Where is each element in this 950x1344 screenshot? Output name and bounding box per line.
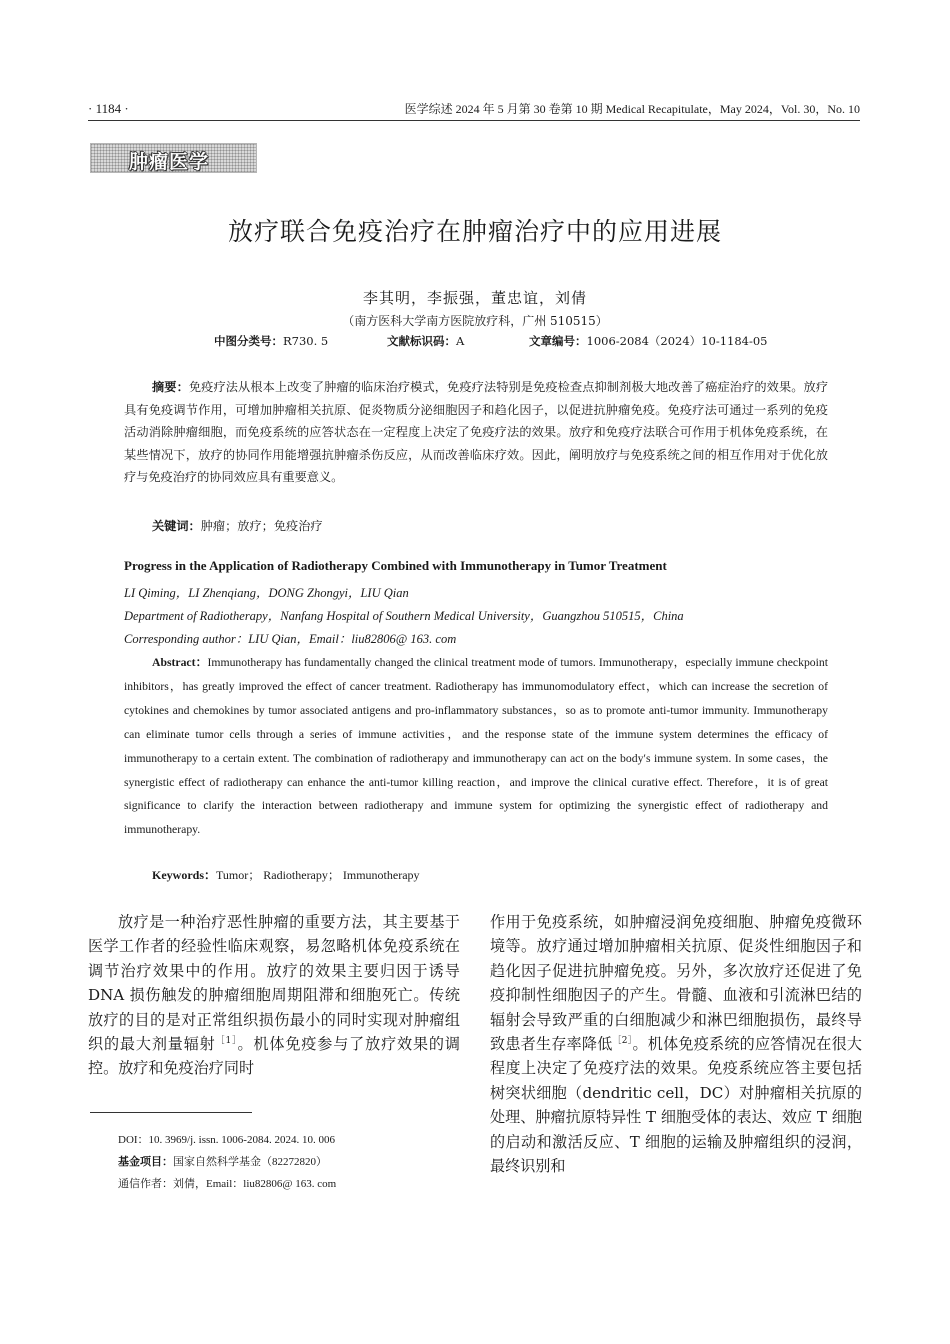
abstract-en-text: Immunotherapy has fundamentally changed the clinical treatment mode of tumors. Immunotherapy，especially immune checkpoint inhibitors，has greatly improved the effect of cancer treatment. Radiotherapy has immunomodulatory effect，which can increase the secretion of cytokines and chemokines by tumor associated antigens and pro-inflammatory substances，so as to promote anti-tumor immunity. Immunotherapy can eliminate tumor cells through a series of immune activities，and the response state of the immune system determines the efficacy of immunotherapy to a certain extent. The combination of radiotherapy and immunotherapy can act on the body′s immune system. In some cases，the synergistic effect of radiotherapy can enhance the anti-tumor killing reaction，and improve the clinical curative effect. Therefore，it is of great significance to clarify the interaction between radiotherapy and immune system for optimizing the synergistic effect of radiotherapy and immunotherapy. [124,656,828,837]
citation-2: ［2］ [612,1036,633,1046]
doc-label: 文献标识码： [387,334,456,348]
clc-label: 中图分类号： [214,334,283,348]
body-right-text-b: 。机体免疫系统的应答情况在很大程度上决定了免疫疗法的效果。免疫系统应答主要包括树突状细胞（dendritic cell，DC）对肿瘤相关抗原的处理、肿瘤抗原特异性 T 细胞受体的表达、效应 T 细胞的启动和激活反应、T 细胞的运输及肿瘤组织的浸润，最终识别和 [490,1035,862,1176]
article-number [529,333,768,349]
doi: DOI：10. 3969/j. issn. 1006-2084. 2024. 10. 006 [118,1134,335,1146]
body-column-right [490,910,862,1178]
footnote-rule [90,1112,252,1113]
body-left-text-a: 放疗是一种治疗恶性肿瘤的重要方法，其主要基于医学工作者的经验性临床观察，易忽略机体免疫系统在调节治疗效果中的作用。放疗的效果主要归因于诱导 DNA 损伤触发的肿瘤细胞周期阻滞和细胞死亡。传统放疗的目的是对正常组织损伤最小的同时实现对肿瘤组织的最大剂量辐射 [88,913,460,1054]
article-value: 1006-2084（2024）10-1184-05 [586,334,768,348]
document-code [387,333,464,349]
page-number: · 1184 · [88,101,129,116]
funding-label: 基金项目： [118,1155,173,1168]
authors: 李其明，李振强，董忠谊，刘倩 [362,289,587,307]
article-label: 文章编号： [529,334,587,348]
abstract-en-label: Abstract： [152,656,208,669]
corresponding-author: Corresponding author：LIU Qian，Email：liu82806@ 163. com [124,632,457,646]
body-right-text-a: 作用于免疫系统，如肿瘤浸润免疫细胞、肿瘤免疫微环境等。放疗通过增加肿瘤相关抗原、促炎性细胞因子和趋化因子促进抗肿瘤免疫。另外，多次放疗还促进了免疫抑制性细胞因子的产生。骨髓、血液和引流淋巴结的辐射会导致严重的白细胞减少和淋巴细胞损伤，最终导致患者生存率降低 [490,913,862,1054]
doc-value: A [456,334,465,348]
english-title: Progress in the Application of Radiotherapy Combined with Immunotherapy in Tumor Treatment [124,558,667,573]
keywords-zh-label: 关键词： [152,519,201,533]
affiliation: （南方医科大学南方医院放疗科，广州 510515） [342,314,608,328]
body-left-text-b: 。机体免疫参与了放疗效果的调控。放疗和免疫治疗同时 [88,1035,460,1078]
abstract-zh-label: 摘要： [152,380,189,394]
body-column-left [88,910,460,1081]
citation-1: ［1］ [215,1036,238,1046]
keywords-en-text: Tumor； Radiotherapy； Immunotherapy [216,868,420,882]
funding [118,1153,327,1169]
keywords-en [152,866,420,883]
abstract-en [124,651,828,842]
running-head: 医学综述 2024 年 5 月第 30 卷第 10 期 Medical Recapitulate，May 2024，Vol. 30，No. 10 [404,102,860,116]
english-affiliation: Department of Radiotherapy，Nanfang Hospital of Southern Medical University，Guangzhou 510515，China [124,609,684,623]
abstract-zh-text: 免疫疗法从根本上改变了肿瘤的临床治疗模式，免疫疗法特别是免疫检查点抑制剂极大地改善了癌症治疗的效果。放疗具有免疫调节作用，可增加肿瘤相关抗原、促炎物质分泌细胞因子和趋化因子，以促进抗肿瘤免疫。免疫疗法可通过一系列的免疫活动消除肿瘤细胞，而免疫系统的应答状态在一定程度上决定了免疫疗法的效果。放疗和免疫疗法联合可作用于机体免疫系统，在某些情况下，放疗的协同作用能增强抗肿瘤杀伤反应，从而改善临床疗效。因此，阐明放疗与免疫系统之间的相互作用对于优化放疗与免疫治疗的协同效应具有重要意义。 [124,380,829,485]
section-banner-label: 肿瘤医学 [129,151,210,173]
keywords-zh-text: 肿瘤；放疗；免疫治疗 [200,519,323,533]
contact-author: 通信作者：刘倩，Email：liu82806@ 163. com [118,1178,337,1190]
keywords-en-label: Keywords： [152,868,216,882]
keywords-zh [152,517,323,534]
header-rule [88,120,860,121]
english-authors: LI Qiming，LI Zhenqiang，DONG Zhongyi，LIU Qian [124,586,409,600]
funding-text: 国家自然科学基金（82272820） [173,1156,327,1168]
section-banner [90,143,257,173]
abstract-zh [124,376,828,489]
clc-number [214,333,328,349]
paper-title: 放疗联合免疫治疗在肿瘤治疗中的应用进展 [227,217,722,246]
clc-value: R730. 5 [283,334,329,348]
